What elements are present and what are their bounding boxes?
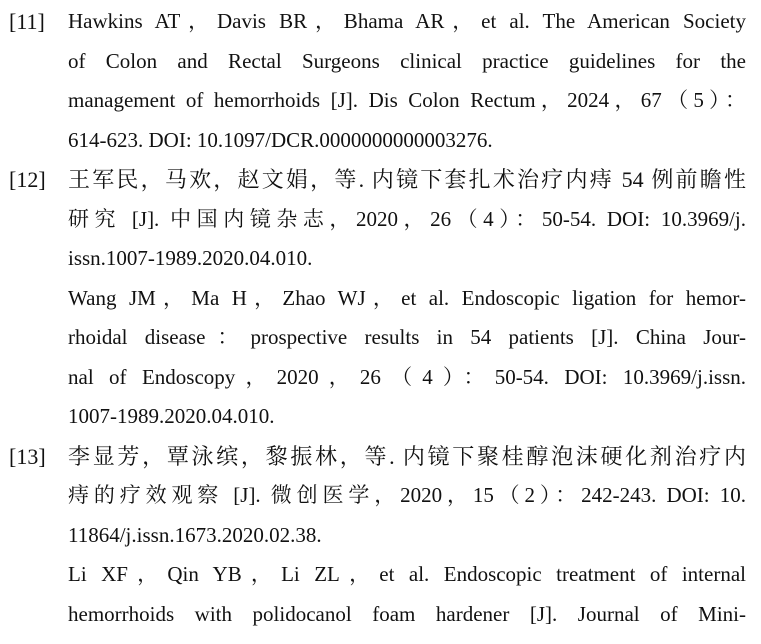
reference-line: Hawkins AT，Davis BR，Bhama AR，et al. The American Society [68, 9, 746, 33]
reference-line: 614-623. DOI: 10.1097/DCR.0000000000003276. [68, 127, 493, 152]
reference-line: 李显芳，覃泳缤，黎振林，等. 内镜下聚桂醇泡沫硬化剂治疗内 [68, 443, 746, 469]
reference-line: rhoidal disease：prospective results in 54 patients [J]. China Jour- [68, 325, 746, 349]
reference-text [68, 437, 746, 635]
reference-line: 1007-1989.2020.04.010. [68, 404, 275, 428]
reference-number: [12] [9, 167, 46, 192]
reference-item-11 [0, 2, 761, 160]
reference-text [68, 160, 746, 437]
reference-list [0, 2, 761, 634]
reference-line: Li XF，Qin YB，Li ZL，et al. Endoscopic treatment of internal [68, 562, 746, 586]
reference-text [68, 2, 746, 160]
reference-line: nal of Endoscopy，2020，26（4）：50-54. DOI: 10.3969/j.issn. [68, 364, 746, 389]
reference-line: management of hemorrhoids [J]. Dis Colon Rectum，2024，67（5）： [68, 88, 746, 112]
reference-line: 11864/j.issn.1673.2020.02.38. [68, 522, 322, 547]
reference-line: hemorrhoids with polidocanol foam hardener [J]. Journal of Mini- [68, 601, 746, 626]
reference-line: Wang JM，Ma H，Zhao WJ，et al. Endoscopic ligation for hemor- [68, 285, 746, 310]
reference-line: 王军民，马欢，赵文娟，等. 内镜下套扎术治疗内痔 54 例前瞻性 [68, 167, 746, 192]
reference-number: [11] [9, 9, 45, 34]
reference-line: of Colon and Rectal Surgeons clinical practice guidelines for the [68, 48, 746, 73]
reference-line: 研究 [J]. 中国内镜杂志，2020，26（4）：50-54. DOI: 10.3969/j. [68, 206, 746, 231]
reference-number: [13] [9, 443, 46, 469]
reference-item-12 [0, 160, 761, 437]
reference-line: issn.1007-1989.2020.04.010. [68, 246, 313, 270]
reference-line: 痔的疗效观察 [J]. 微创医学，2020，15（2）：242-243. DOI: 10. [68, 483, 746, 507]
reference-item-13 [0, 437, 761, 635]
